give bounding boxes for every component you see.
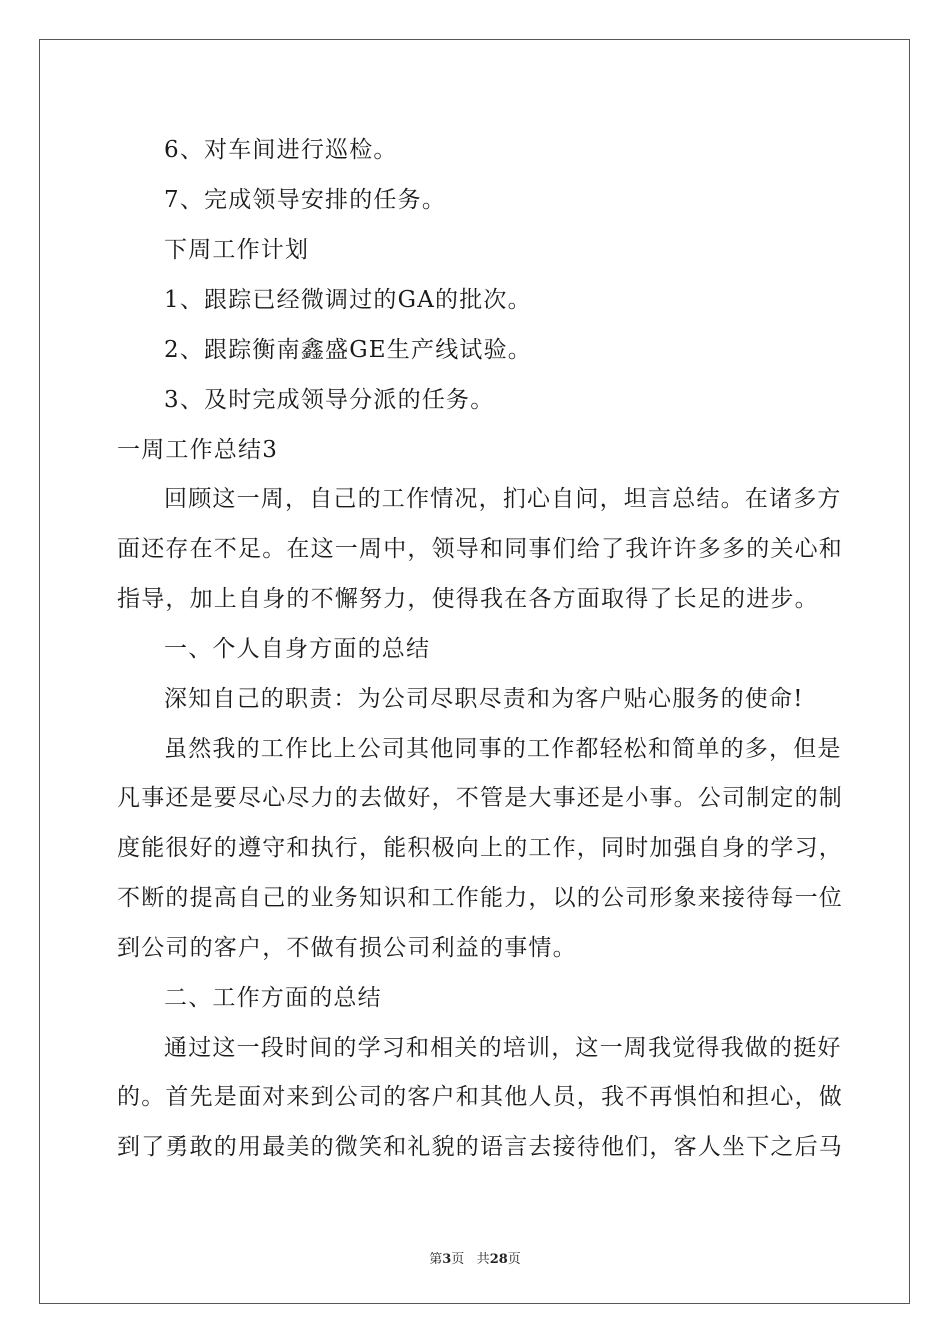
paragraph-line: 深知自己的职责：为公司尽职尽责和为客户贴心服务的使命! xyxy=(164,686,804,712)
list-item: 7、完成领导安排的任务。 xyxy=(164,187,447,213)
page-border xyxy=(39,39,910,1304)
page-footer xyxy=(0,1248,950,1267)
page-number: 3 xyxy=(442,1252,452,1267)
section-heading: 二、工作方面的总结 xyxy=(164,985,382,1011)
paragraph-line: 面还存在不足。在这一周中，领导和同事们给了我许许多多的关心和 xyxy=(117,536,843,562)
paragraph-line: 回顾这一周，自己的工作情况，扪心自问，坦言总结。在诸多方 xyxy=(164,486,842,512)
list-item: 2、跟踪衡南鑫盛GE生产线试验。 xyxy=(164,337,532,363)
list-item: 6、对车间进行巡检。 xyxy=(164,137,398,163)
paragraph-line: 指导，加上自身的不懈努力，使得我在各方面取得了长足的进步。 xyxy=(117,586,819,612)
total-pages: 28 xyxy=(489,1252,508,1267)
page-suffix: 页 xyxy=(451,1252,465,1267)
paragraph-line: 度能很好的遵守和执行，能积极向上的工作，同时加强自身的学习， xyxy=(117,835,843,861)
list-item: 1、跟踪已经微调过的GA的批次。 xyxy=(164,287,532,313)
paragraph-line: 凡事还是要尽心尽力的去做好，不管是大事还是小事。公司制定的制 xyxy=(117,785,843,811)
paragraph-line: 到公司的客户，不做有损公司利益的事情。 xyxy=(117,935,577,961)
total-prefix: 共 xyxy=(476,1252,490,1267)
paragraph-line: 到了勇敢的用最美的微笑和礼貌的语言去接待他们，客人坐下之后马 xyxy=(117,1134,843,1160)
total-suffix: 页 xyxy=(507,1252,521,1267)
list-item: 3、及时完成领导分派的任务。 xyxy=(164,387,495,413)
section-heading: 一、个人自身方面的总结 xyxy=(164,636,431,662)
paragraph-line: 的。首先是面对来到公司的客户和其他人员，我不再惧怕和担心，做 xyxy=(117,1084,843,1110)
document-title: 一周工作总结3 xyxy=(117,437,279,463)
page-prefix: 第 xyxy=(429,1252,443,1267)
paragraph-line: 虽然我的工作比上公司其他同事的工作都轻松和简单的多，但是 xyxy=(164,736,842,762)
section-heading: 下周工作计划 xyxy=(164,237,310,263)
paragraph-line: 通过这一段时间的学习和相关的培训，这一周我觉得我做的挺好 xyxy=(164,1035,842,1061)
paragraph-line: 不断的提高自己的业务知识和工作能力，以的公司形象来接待每一位 xyxy=(117,885,843,911)
